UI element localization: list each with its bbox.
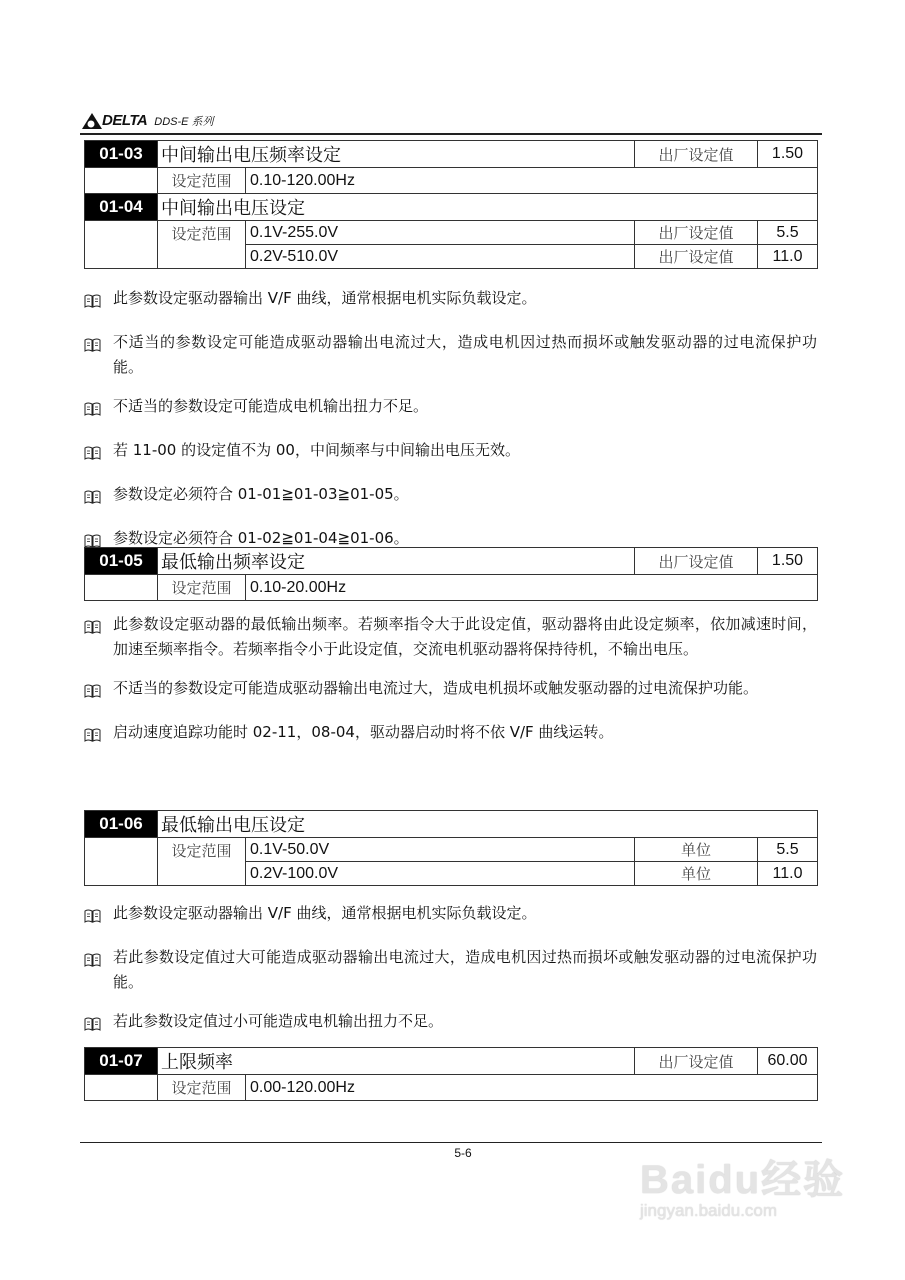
book-icon: [84, 676, 113, 706]
parameter-code: 01-04: [85, 194, 158, 221]
book-icon: [84, 438, 113, 468]
note-text: 不适当的参数设定可能造成电机输出扭力不足。: [113, 397, 429, 415]
parameter-header-row: [85, 194, 818, 221]
parameter-code: 01-03: [85, 141, 158, 168]
book-icon: [84, 1009, 113, 1039]
parameter-title: 最低输出频率设定: [158, 548, 635, 575]
note-text: 若 11-00 的设定值不为 00，中间频率与中间输出电压无效。: [113, 441, 520, 459]
parameter-title: 上限频率: [158, 1048, 635, 1075]
setting-range-value: 0.10-20.00Hz: [246, 575, 818, 601]
note-text: 若此参数设定值过大可能造成驱动器输出电流过大，造成电机因过热而损坏或触发驱动器的过电流保护功能。: [113, 948, 817, 991]
setting-range-value: 0.1V-50.0V: [246, 838, 635, 862]
note-text: 此参数设定驱动器的最低输出频率。若频率指令大于此设定值，驱动器将由此设定频率，依加减速时间，加速至频率指令。若频率指令小于此设定值，交流电机驱动器将保持待机，不输出电压。: [113, 615, 817, 658]
watermark-brand: Baidu经验: [640, 1158, 846, 1202]
note-text: 参数设定必须符合 01-02≧01-04≧01-06。: [113, 529, 409, 547]
parameter-code: 01-07: [85, 1048, 158, 1075]
note-item: [84, 676, 817, 706]
book-icon: [84, 394, 113, 424]
setting-range-value: 0.1V-255.0V: [246, 221, 635, 245]
setting-range-label: 设定范围: [158, 575, 246, 601]
setting-range-value: 0.2V-100.0V: [246, 862, 635, 886]
note-text: 参数设定必须符合 01-01≧01-03≧01-05。: [113, 485, 409, 503]
setting-range-value: 0.10-120.00Hz: [246, 168, 818, 194]
notes-list: [84, 286, 817, 570]
notes-list: [84, 901, 817, 1053]
parameter-title: 最低输出电压设定: [158, 811, 818, 838]
range-default-label: 出厂设定值: [635, 221, 758, 245]
setting-range-value: 0.00-120.00Hz: [246, 1075, 818, 1101]
setting-range-row: [85, 168, 818, 194]
blank-cell: [85, 1075, 158, 1101]
note-item: [84, 612, 817, 662]
parameter-header-row: [85, 811, 818, 838]
brand-name: DELTA: [102, 112, 148, 129]
setting-range-label: 设定范围: [158, 221, 246, 269]
notes-list: [84, 612, 817, 764]
book-icon: [84, 720, 113, 750]
parameter-title: 中间输出电压频率设定: [158, 141, 635, 168]
note-item: [84, 901, 817, 931]
note-item: [84, 945, 817, 995]
range-default-value: 11.0: [758, 245, 818, 269]
range-default-label: 单位: [635, 862, 758, 886]
parameter-table: [84, 140, 818, 269]
note-item: [84, 482, 817, 512]
note-text: 此参数设定驱动器输出 V/F 曲线，通常根据电机实际负载设定。: [113, 904, 537, 922]
parameter-code: 01-06: [85, 811, 158, 838]
book-icon: [84, 945, 113, 995]
setting-range-label: 设定范围: [158, 1075, 246, 1101]
setting-range-label: 设定范围: [158, 838, 246, 886]
book-icon: [84, 901, 113, 931]
parameter-table-block: [84, 140, 817, 269]
parameter-title: 中间输出电压设定: [158, 194, 818, 221]
blank-cell: [85, 221, 158, 269]
note-item: [84, 720, 817, 750]
note-item: [84, 1009, 817, 1039]
parameter-code: 01-05: [85, 548, 158, 575]
setting-range-row: [85, 1075, 818, 1101]
blank-cell: [85, 168, 158, 194]
note-item: [84, 394, 817, 424]
page-number: 5-6: [454, 1146, 472, 1160]
setting-range-label: 设定范围: [158, 168, 246, 194]
factory-default-label: 出厂设定值: [635, 1048, 758, 1075]
watermark: [640, 1148, 845, 1221]
blank-cell: [85, 838, 158, 886]
setting-range-value: 0.2V-510.0V: [246, 245, 635, 269]
book-icon: [84, 286, 113, 316]
note-text: 启动速度追踪功能时 02-11，08-04，驱动器启动时将不依 V/F 曲线运转。: [113, 723, 614, 741]
watermark-url: jingyan.baidu.com: [640, 1201, 778, 1220]
note-item: [84, 526, 817, 556]
book-icon: [84, 482, 113, 512]
blank-cell: [85, 575, 158, 601]
parameter-header-row: [85, 141, 818, 168]
factory-default-value: 1.50: [758, 548, 818, 575]
setting-range-row: [85, 575, 818, 601]
setting-range-row: [85, 838, 818, 862]
note-item: [84, 438, 817, 468]
book-icon: [84, 526, 113, 556]
parameter-table: [84, 810, 818, 886]
parameter-table: [84, 1047, 818, 1101]
note-item: [84, 330, 817, 380]
note-text: 不适当的参数设定可能造成驱动器输出电流过大，造成电机因过热而损坏或触发驱动器的过电流保护功能。: [113, 333, 817, 376]
delta-logo: [82, 112, 147, 129]
range-default-value: 5.5: [758, 221, 818, 245]
range-default-label: 单位: [635, 838, 758, 862]
factory-default-value: 60.00: [758, 1048, 818, 1075]
range-default-label: 出厂设定值: [635, 245, 758, 269]
note-item: [84, 286, 817, 316]
series-name: DDS-E 系列: [154, 116, 214, 128]
header-rule: [80, 133, 822, 135]
note-text: 此参数设定驱动器输出 V/F 曲线，通常根据电机实际负载设定。: [113, 289, 537, 307]
book-icon: [84, 330, 113, 380]
parameter-table-block: [84, 1047, 817, 1101]
note-text: 不适当的参数设定可能造成驱动器输出电流过大，造成电机损坏或触发驱动器的过电流保护功能。: [113, 679, 759, 697]
parameter-table-block: [84, 810, 817, 886]
book-icon: [84, 612, 113, 662]
factory-default-label: 出厂设定值: [635, 141, 758, 168]
range-default-value: 11.0: [758, 862, 818, 886]
range-default-value: 5.5: [758, 838, 818, 862]
factory-default-value: 1.50: [758, 141, 818, 168]
note-text: 若此参数设定值过小可能造成电机输出扭力不足。: [113, 1012, 444, 1030]
footer-rule: [80, 1142, 822, 1143]
setting-range-row: [85, 221, 818, 245]
delta-logo-icon: [82, 113, 102, 129]
page-header: [82, 112, 214, 129]
factory-default-label: 出厂设定值: [635, 548, 758, 575]
